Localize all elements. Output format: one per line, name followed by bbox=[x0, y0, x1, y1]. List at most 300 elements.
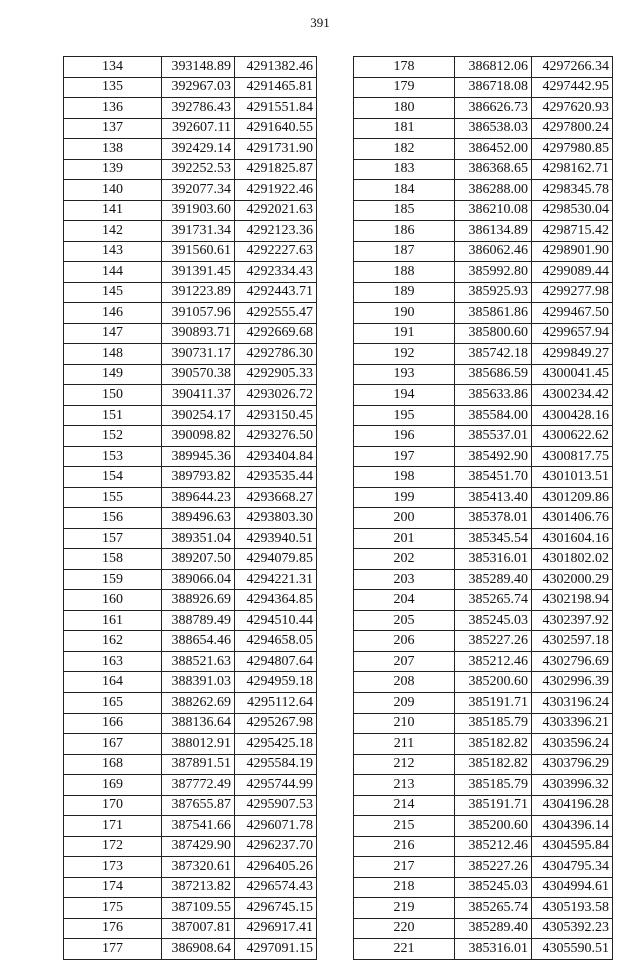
point-number-cell: 214 bbox=[354, 795, 455, 816]
table-row bbox=[64, 159, 317, 180]
point-number-cell: 206 bbox=[354, 631, 455, 652]
x-coordinate-cell: 385345.54 bbox=[455, 528, 532, 549]
table-row bbox=[64, 323, 317, 344]
point-number-cell: 151 bbox=[64, 405, 162, 426]
table-row bbox=[354, 651, 613, 672]
table-row bbox=[354, 836, 613, 857]
table-row bbox=[64, 180, 317, 201]
point-number-cell: 178 bbox=[354, 57, 455, 78]
y-coordinate-cell: 4293803.30 bbox=[235, 508, 317, 529]
y-coordinate-cell: 4297980.85 bbox=[532, 139, 613, 160]
point-number-cell: 144 bbox=[64, 262, 162, 283]
y-coordinate-cell: 4297442.95 bbox=[532, 77, 613, 98]
point-number-cell: 209 bbox=[354, 692, 455, 713]
table-row bbox=[354, 590, 613, 611]
point-number-cell: 218 bbox=[354, 877, 455, 898]
y-coordinate-cell: 4292669.68 bbox=[235, 323, 317, 344]
point-number-cell: 181 bbox=[354, 118, 455, 139]
y-coordinate-cell: 4304196.28 bbox=[532, 795, 613, 816]
table-row bbox=[64, 672, 317, 693]
x-coordinate-cell: 389207.50 bbox=[162, 549, 235, 570]
y-coordinate-cell: 4299467.50 bbox=[532, 303, 613, 324]
table-row bbox=[354, 898, 613, 919]
table-row bbox=[64, 200, 317, 221]
table-row bbox=[64, 364, 317, 385]
x-coordinate-cell: 386368.65 bbox=[455, 159, 532, 180]
table-row bbox=[64, 57, 317, 78]
y-coordinate-cell: 4299657.94 bbox=[532, 323, 613, 344]
table-row bbox=[354, 364, 613, 385]
x-coordinate-cell: 389644.23 bbox=[162, 487, 235, 508]
point-number-cell: 215 bbox=[354, 816, 455, 837]
point-number-cell: 159 bbox=[64, 569, 162, 590]
y-coordinate-cell: 4298901.90 bbox=[532, 241, 613, 262]
y-coordinate-cell: 4293404.84 bbox=[235, 446, 317, 467]
point-number-cell: 217 bbox=[354, 857, 455, 878]
y-coordinate-cell: 4300428.16 bbox=[532, 405, 613, 426]
point-number-cell: 197 bbox=[354, 446, 455, 467]
point-number-cell: 137 bbox=[64, 118, 162, 139]
coordinate-table-left bbox=[63, 56, 317, 960]
x-coordinate-cell: 385633.86 bbox=[455, 385, 532, 406]
x-coordinate-cell: 392967.03 bbox=[162, 77, 235, 98]
y-coordinate-cell: 4292555.47 bbox=[235, 303, 317, 324]
table-row bbox=[64, 241, 317, 262]
table-row bbox=[64, 508, 317, 529]
x-coordinate-cell: 387429.90 bbox=[162, 836, 235, 857]
table-row bbox=[354, 262, 613, 283]
y-coordinate-cell: 4295425.18 bbox=[235, 734, 317, 755]
point-number-cell: 199 bbox=[354, 487, 455, 508]
y-coordinate-cell: 4292443.71 bbox=[235, 282, 317, 303]
table-row bbox=[64, 939, 317, 960]
y-coordinate-cell: 4294079.85 bbox=[235, 549, 317, 570]
x-coordinate-cell: 386908.64 bbox=[162, 939, 235, 960]
point-number-cell: 148 bbox=[64, 344, 162, 365]
table-row bbox=[354, 426, 613, 447]
point-number-cell: 150 bbox=[64, 385, 162, 406]
y-coordinate-cell: 4294959.18 bbox=[235, 672, 317, 693]
y-coordinate-cell: 4301013.51 bbox=[532, 467, 613, 488]
table-row bbox=[64, 692, 317, 713]
table-row bbox=[64, 918, 317, 939]
x-coordinate-cell: 385200.60 bbox=[455, 816, 532, 837]
table-row bbox=[354, 344, 613, 365]
x-coordinate-cell: 390570.38 bbox=[162, 364, 235, 385]
y-coordinate-cell: 4301406.76 bbox=[532, 508, 613, 529]
x-coordinate-cell: 386538.03 bbox=[455, 118, 532, 139]
table-row bbox=[64, 877, 317, 898]
y-coordinate-cell: 4297266.34 bbox=[532, 57, 613, 78]
y-coordinate-cell: 4292123.36 bbox=[235, 221, 317, 242]
point-number-cell: 164 bbox=[64, 672, 162, 693]
x-coordinate-cell: 390893.71 bbox=[162, 323, 235, 344]
y-coordinate-cell: 4291922.46 bbox=[235, 180, 317, 201]
table-row bbox=[354, 282, 613, 303]
x-coordinate-cell: 385316.01 bbox=[455, 549, 532, 570]
point-number-cell: 188 bbox=[354, 262, 455, 283]
point-number-cell: 147 bbox=[64, 323, 162, 344]
y-coordinate-cell: 4291382.46 bbox=[235, 57, 317, 78]
point-number-cell: 211 bbox=[354, 734, 455, 755]
y-coordinate-cell: 4297800.24 bbox=[532, 118, 613, 139]
table-row bbox=[354, 508, 613, 529]
y-coordinate-cell: 4299089.44 bbox=[532, 262, 613, 283]
table-row bbox=[354, 159, 613, 180]
x-coordinate-cell: 387541.66 bbox=[162, 816, 235, 837]
table-row bbox=[64, 795, 317, 816]
point-number-cell: 191 bbox=[354, 323, 455, 344]
point-number-cell: 153 bbox=[64, 446, 162, 467]
point-number-cell: 167 bbox=[64, 734, 162, 755]
point-number-cell: 216 bbox=[354, 836, 455, 857]
x-coordinate-cell: 392252.53 bbox=[162, 159, 235, 180]
point-number-cell: 138 bbox=[64, 139, 162, 160]
table-row bbox=[354, 569, 613, 590]
x-coordinate-cell: 392607.11 bbox=[162, 118, 235, 139]
x-coordinate-cell: 386452.00 bbox=[455, 139, 532, 160]
table-row bbox=[354, 877, 613, 898]
y-coordinate-cell: 4303196.24 bbox=[532, 692, 613, 713]
point-number-cell: 193 bbox=[354, 364, 455, 385]
point-number-cell: 192 bbox=[354, 344, 455, 365]
x-coordinate-cell: 385227.26 bbox=[455, 857, 532, 878]
table-row bbox=[64, 713, 317, 734]
y-coordinate-cell: 4295907.53 bbox=[235, 795, 317, 816]
y-coordinate-cell: 4297620.93 bbox=[532, 98, 613, 119]
table-row bbox=[354, 200, 613, 221]
x-coordinate-cell: 385212.46 bbox=[455, 836, 532, 857]
table-row bbox=[64, 77, 317, 98]
x-coordinate-cell: 385191.71 bbox=[455, 795, 532, 816]
x-coordinate-cell: 386210.08 bbox=[455, 200, 532, 221]
table-row bbox=[64, 631, 317, 652]
point-number-cell: 171 bbox=[64, 816, 162, 837]
x-coordinate-cell: 386062.46 bbox=[455, 241, 532, 262]
x-coordinate-cell: 385212.46 bbox=[455, 651, 532, 672]
table-row bbox=[354, 754, 613, 775]
point-number-cell: 187 bbox=[354, 241, 455, 262]
table-row bbox=[354, 528, 613, 549]
table-row bbox=[64, 98, 317, 119]
y-coordinate-cell: 4298345.78 bbox=[532, 180, 613, 201]
x-coordinate-cell: 388391.03 bbox=[162, 672, 235, 693]
point-number-cell: 190 bbox=[354, 303, 455, 324]
table-row bbox=[354, 323, 613, 344]
y-coordinate-cell: 4304795.34 bbox=[532, 857, 613, 878]
y-coordinate-cell: 4294221.31 bbox=[235, 569, 317, 590]
point-number-cell: 198 bbox=[354, 467, 455, 488]
y-coordinate-cell: 4300817.75 bbox=[532, 446, 613, 467]
table-row bbox=[64, 754, 317, 775]
x-coordinate-cell: 385245.03 bbox=[455, 877, 532, 898]
point-number-cell: 135 bbox=[64, 77, 162, 98]
table-row bbox=[64, 775, 317, 796]
table-row bbox=[354, 549, 613, 570]
x-coordinate-cell: 385686.59 bbox=[455, 364, 532, 385]
y-coordinate-cell: 4292786.30 bbox=[235, 344, 317, 365]
point-number-cell: 165 bbox=[64, 692, 162, 713]
point-number-cell: 208 bbox=[354, 672, 455, 693]
x-coordinate-cell: 385265.74 bbox=[455, 590, 532, 611]
y-coordinate-cell: 4292227.63 bbox=[235, 241, 317, 262]
point-number-cell: 205 bbox=[354, 610, 455, 631]
x-coordinate-cell: 392786.43 bbox=[162, 98, 235, 119]
point-number-cell: 210 bbox=[354, 713, 455, 734]
x-coordinate-cell: 391223.89 bbox=[162, 282, 235, 303]
x-coordinate-cell: 390411.37 bbox=[162, 385, 235, 406]
y-coordinate-cell: 4294807.64 bbox=[235, 651, 317, 672]
x-coordinate-cell: 386812.06 bbox=[455, 57, 532, 78]
y-coordinate-cell: 4296745.15 bbox=[235, 898, 317, 919]
point-number-cell: 170 bbox=[64, 795, 162, 816]
point-number-cell: 139 bbox=[64, 159, 162, 180]
point-number-cell: 184 bbox=[354, 180, 455, 201]
y-coordinate-cell: 4304595.84 bbox=[532, 836, 613, 857]
table-row bbox=[354, 672, 613, 693]
table-row bbox=[354, 692, 613, 713]
x-coordinate-cell: 387109.55 bbox=[162, 898, 235, 919]
table-row bbox=[64, 734, 317, 755]
y-coordinate-cell: 4296574.43 bbox=[235, 877, 317, 898]
point-number-cell: 219 bbox=[354, 898, 455, 919]
table-row bbox=[354, 385, 613, 406]
table-row bbox=[354, 857, 613, 878]
table-row bbox=[64, 487, 317, 508]
table-row bbox=[354, 446, 613, 467]
y-coordinate-cell: 4301802.02 bbox=[532, 549, 613, 570]
y-coordinate-cell: 4296237.70 bbox=[235, 836, 317, 857]
table-row bbox=[354, 77, 613, 98]
x-coordinate-cell: 385289.40 bbox=[455, 569, 532, 590]
y-coordinate-cell: 4296405.26 bbox=[235, 857, 317, 878]
x-coordinate-cell: 387213.82 bbox=[162, 877, 235, 898]
x-coordinate-cell: 391903.60 bbox=[162, 200, 235, 221]
y-coordinate-cell: 4291640.55 bbox=[235, 118, 317, 139]
x-coordinate-cell: 385265.74 bbox=[455, 898, 532, 919]
x-coordinate-cell: 387007.81 bbox=[162, 918, 235, 939]
x-coordinate-cell: 385413.40 bbox=[455, 487, 532, 508]
point-number-cell: 182 bbox=[354, 139, 455, 160]
y-coordinate-cell: 4298162.71 bbox=[532, 159, 613, 180]
y-coordinate-cell: 4292021.63 bbox=[235, 200, 317, 221]
point-number-cell: 201 bbox=[354, 528, 455, 549]
table-row bbox=[354, 631, 613, 652]
y-coordinate-cell: 4305590.51 bbox=[532, 939, 613, 960]
table-row bbox=[354, 241, 613, 262]
point-number-cell: 156 bbox=[64, 508, 162, 529]
x-coordinate-cell: 388012.91 bbox=[162, 734, 235, 755]
x-coordinate-cell: 385289.40 bbox=[455, 918, 532, 939]
y-coordinate-cell: 4296071.78 bbox=[235, 816, 317, 837]
table-row bbox=[64, 898, 317, 919]
x-coordinate-cell: 392429.14 bbox=[162, 139, 235, 160]
x-coordinate-cell: 389351.04 bbox=[162, 528, 235, 549]
x-coordinate-cell: 393148.89 bbox=[162, 57, 235, 78]
table-row bbox=[354, 303, 613, 324]
x-coordinate-cell: 389793.82 bbox=[162, 467, 235, 488]
y-coordinate-cell: 4300041.45 bbox=[532, 364, 613, 385]
x-coordinate-cell: 385861.86 bbox=[455, 303, 532, 324]
table-row bbox=[354, 713, 613, 734]
x-coordinate-cell: 386288.00 bbox=[455, 180, 532, 201]
y-coordinate-cell: 4295267.98 bbox=[235, 713, 317, 734]
x-coordinate-cell: 385316.01 bbox=[455, 939, 532, 960]
table-row bbox=[354, 221, 613, 242]
table-row bbox=[64, 569, 317, 590]
y-coordinate-cell: 4296917.41 bbox=[235, 918, 317, 939]
point-number-cell: 140 bbox=[64, 180, 162, 201]
point-number-cell: 203 bbox=[354, 569, 455, 590]
y-coordinate-cell: 4292905.33 bbox=[235, 364, 317, 385]
table-row bbox=[64, 221, 317, 242]
point-number-cell: 168 bbox=[64, 754, 162, 775]
y-coordinate-cell: 4300234.42 bbox=[532, 385, 613, 406]
point-number-cell: 157 bbox=[64, 528, 162, 549]
y-coordinate-cell: 4291551.84 bbox=[235, 98, 317, 119]
table-row bbox=[64, 282, 317, 303]
y-coordinate-cell: 4293940.51 bbox=[235, 528, 317, 549]
table-row bbox=[354, 139, 613, 160]
x-coordinate-cell: 391731.34 bbox=[162, 221, 235, 242]
table-row bbox=[354, 467, 613, 488]
point-number-cell: 175 bbox=[64, 898, 162, 919]
y-coordinate-cell: 4298530.04 bbox=[532, 200, 613, 221]
y-coordinate-cell: 4304396.14 bbox=[532, 816, 613, 837]
y-coordinate-cell: 4301209.86 bbox=[532, 487, 613, 508]
x-coordinate-cell: 387772.49 bbox=[162, 775, 235, 796]
y-coordinate-cell: 4292334.43 bbox=[235, 262, 317, 283]
table-row bbox=[354, 610, 613, 631]
y-coordinate-cell: 4294364.85 bbox=[235, 590, 317, 611]
table-row bbox=[64, 262, 317, 283]
y-coordinate-cell: 4302198.94 bbox=[532, 590, 613, 611]
table-row bbox=[354, 939, 613, 960]
y-coordinate-cell: 4294658.05 bbox=[235, 631, 317, 652]
x-coordinate-cell: 385200.60 bbox=[455, 672, 532, 693]
point-number-cell: 200 bbox=[354, 508, 455, 529]
y-coordinate-cell: 4302000.29 bbox=[532, 569, 613, 590]
point-number-cell: 212 bbox=[354, 754, 455, 775]
point-number-cell: 177 bbox=[64, 939, 162, 960]
table-row bbox=[354, 405, 613, 426]
y-coordinate-cell: 4293535.44 bbox=[235, 467, 317, 488]
x-coordinate-cell: 385925.93 bbox=[455, 282, 532, 303]
y-coordinate-cell: 4293276.50 bbox=[235, 426, 317, 447]
table-row bbox=[64, 651, 317, 672]
y-coordinate-cell: 4293668.27 bbox=[235, 487, 317, 508]
x-coordinate-cell: 390731.17 bbox=[162, 344, 235, 365]
y-coordinate-cell: 4302397.92 bbox=[532, 610, 613, 631]
y-coordinate-cell: 4291731.90 bbox=[235, 139, 317, 160]
point-number-cell: 189 bbox=[354, 282, 455, 303]
coordinate-table-right bbox=[353, 56, 613, 960]
y-coordinate-cell: 4302597.18 bbox=[532, 631, 613, 652]
x-coordinate-cell: 389066.04 bbox=[162, 569, 235, 590]
point-number-cell: 220 bbox=[354, 918, 455, 939]
x-coordinate-cell: 386626.73 bbox=[455, 98, 532, 119]
point-number-cell: 162 bbox=[64, 631, 162, 652]
table-row bbox=[64, 446, 317, 467]
page-number: 391 bbox=[310, 15, 330, 30]
table-row bbox=[354, 795, 613, 816]
table-row bbox=[354, 734, 613, 755]
table-row bbox=[354, 816, 613, 837]
y-coordinate-cell: 4299277.98 bbox=[532, 282, 613, 303]
table-row bbox=[354, 918, 613, 939]
table-row bbox=[64, 528, 317, 549]
table-row bbox=[64, 467, 317, 488]
table-row bbox=[64, 139, 317, 160]
x-coordinate-cell: 388521.63 bbox=[162, 651, 235, 672]
x-coordinate-cell: 388262.69 bbox=[162, 692, 235, 713]
x-coordinate-cell: 385185.79 bbox=[455, 713, 532, 734]
table-row bbox=[64, 426, 317, 447]
table-row bbox=[354, 180, 613, 201]
point-number-cell: 154 bbox=[64, 467, 162, 488]
x-coordinate-cell: 389496.63 bbox=[162, 508, 235, 529]
point-number-cell: 213 bbox=[354, 775, 455, 796]
x-coordinate-cell: 386134.89 bbox=[455, 221, 532, 242]
x-coordinate-cell: 385378.01 bbox=[455, 508, 532, 529]
point-number-cell: 134 bbox=[64, 57, 162, 78]
x-coordinate-cell: 386718.08 bbox=[455, 77, 532, 98]
y-coordinate-cell: 4293026.72 bbox=[235, 385, 317, 406]
table-body-left bbox=[64, 57, 317, 960]
point-number-cell: 176 bbox=[64, 918, 162, 939]
x-coordinate-cell: 387320.61 bbox=[162, 857, 235, 878]
table-body-right bbox=[354, 57, 613, 960]
y-coordinate-cell: 4295584.19 bbox=[235, 754, 317, 775]
y-coordinate-cell: 4305193.58 bbox=[532, 898, 613, 919]
x-coordinate-cell: 391057.96 bbox=[162, 303, 235, 324]
x-coordinate-cell: 385191.71 bbox=[455, 692, 532, 713]
y-coordinate-cell: 4304994.61 bbox=[532, 877, 613, 898]
y-coordinate-cell: 4294510.44 bbox=[235, 610, 317, 631]
table-row bbox=[354, 775, 613, 796]
point-number-cell: 174 bbox=[64, 877, 162, 898]
point-number-cell: 179 bbox=[354, 77, 455, 98]
y-coordinate-cell: 4301604.16 bbox=[532, 528, 613, 549]
point-number-cell: 204 bbox=[354, 590, 455, 611]
x-coordinate-cell: 385451.70 bbox=[455, 467, 532, 488]
point-number-cell: 146 bbox=[64, 303, 162, 324]
x-coordinate-cell: 385992.80 bbox=[455, 262, 532, 283]
x-coordinate-cell: 391391.45 bbox=[162, 262, 235, 283]
x-coordinate-cell: 385537.01 bbox=[455, 426, 532, 447]
point-number-cell: 172 bbox=[64, 836, 162, 857]
x-coordinate-cell: 388136.64 bbox=[162, 713, 235, 734]
x-coordinate-cell: 391560.61 bbox=[162, 241, 235, 262]
y-coordinate-cell: 4303396.21 bbox=[532, 713, 613, 734]
point-number-cell: 152 bbox=[64, 426, 162, 447]
point-number-cell: 202 bbox=[354, 549, 455, 570]
table-row bbox=[64, 118, 317, 139]
table-row bbox=[64, 385, 317, 406]
point-number-cell: 143 bbox=[64, 241, 162, 262]
point-number-cell: 141 bbox=[64, 200, 162, 221]
x-coordinate-cell: 388654.46 bbox=[162, 631, 235, 652]
point-number-cell: 161 bbox=[64, 610, 162, 631]
table-row bbox=[64, 344, 317, 365]
table-row bbox=[64, 836, 317, 857]
y-coordinate-cell: 4293150.45 bbox=[235, 405, 317, 426]
x-coordinate-cell: 385800.60 bbox=[455, 323, 532, 344]
x-coordinate-cell: 385492.90 bbox=[455, 446, 532, 467]
x-coordinate-cell: 388926.69 bbox=[162, 590, 235, 611]
x-coordinate-cell: 385227.26 bbox=[455, 631, 532, 652]
point-number-cell: 186 bbox=[354, 221, 455, 242]
